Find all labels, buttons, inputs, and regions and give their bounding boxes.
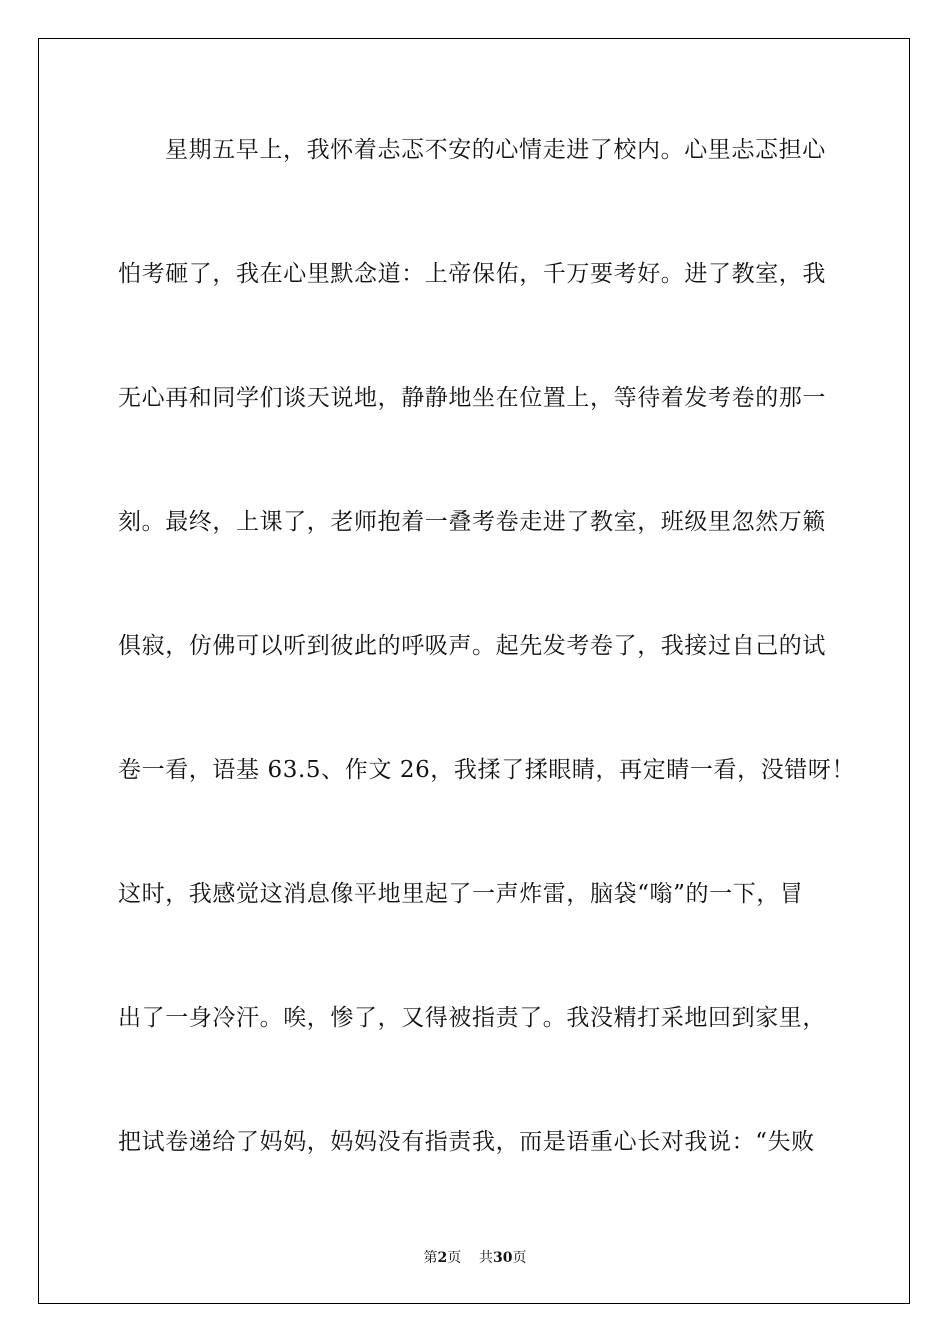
page-footer xyxy=(0,1247,950,1267)
text-line-9: 把试卷递给了妈妈，妈妈没有指责我，而是语重心长对我说：“失败 xyxy=(118,1129,815,1155)
footer-spacer xyxy=(461,1250,479,1266)
text-line-8: 出了一身冷汗。唉，惨了，又得被指责了。我没精打采地回到家里， xyxy=(118,1005,826,1031)
text-line-3: 无心再和同学们谈天说地，静静地坐在位置上，等待着发考卷的那一 xyxy=(118,385,826,411)
footer-total-prefix: 共 xyxy=(479,1250,494,1266)
text-line-2: 怕考砸了，我在心里默念道：上帝保佑，千万要考好。进了教室，我 xyxy=(118,261,826,287)
footer-page-prefix: 第 xyxy=(423,1250,438,1266)
document-body xyxy=(118,0,856,1240)
text-line-1: 星期五早上，我怀着忐忑不安的心情走进了校内。心里忐忑担心 xyxy=(165,137,826,163)
text-line-6: 卷一看，语基 63.5、作文 26，我揉了揉眼睛，再定睛一看，没错呀！ xyxy=(118,757,856,783)
text-line-5: 俱寂，仿佛可以听到彼此的呼吸声。起先发考卷了，我接过自己的试 xyxy=(118,633,826,659)
footer-page-number: 2 xyxy=(437,1250,448,1266)
footer-total-pages: 30 xyxy=(493,1250,513,1266)
text-line-7: 这时，我感觉这消息像平地里起了一声炸雷，脑袋“嗡”的一下，冒 xyxy=(118,881,804,907)
footer-page-suffix: 页 xyxy=(447,1250,462,1266)
text-line-4: 刻。最终，上课了，老师抱着一叠考卷走进了教室，班级里忽然万籁 xyxy=(118,509,826,535)
footer-total-suffix: 页 xyxy=(512,1250,527,1266)
